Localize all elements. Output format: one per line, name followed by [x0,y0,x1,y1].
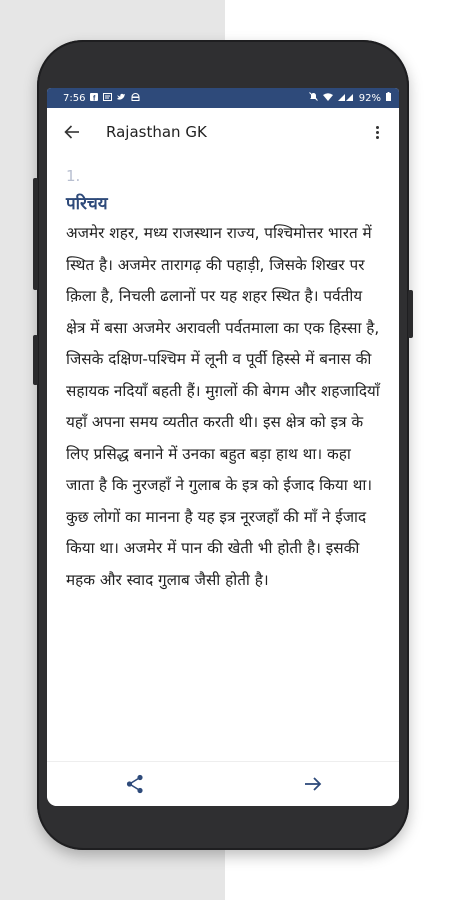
wifi-icon [323,93,333,104]
article-content [47,162,399,596]
back-button[interactable] [61,121,83,143]
status-time: 7:56 [63,92,86,104]
article-heading: परिचय [66,194,108,214]
app-screen [47,88,399,806]
share-button[interactable] [123,772,147,796]
app-bar [47,108,399,158]
signal-icon [338,93,354,104]
article-number: 1. [66,167,81,185]
mute-icon [309,92,318,104]
more-vert-icon-dot [376,136,379,139]
android-icon [131,93,140,104]
battery-icon [386,92,391,104]
next-button[interactable] [301,772,325,796]
message-icon [103,93,112,104]
volume-button [33,178,38,290]
twitter-icon [117,93,126,104]
battery-percent: 92% [358,92,381,104]
overflow-menu-button[interactable] [367,120,387,144]
page-title: Rajasthan GK [106,123,207,141]
more-vert-icon [376,126,379,129]
status-bar [47,88,399,108]
article-body: अजमेर शहर, मध्य राजस्थान राज्य, पश्चिमोत्तर भारत में स्थित है। अजमेर तारागढ़ की पहाड़ी, जिसके शिखर पर क़िला है, निचली ढलानों पर यह शहर स्थित है। पर्वतीय क्षेत्र में बसा अजमेर अरावली पर्वतमाला का एक हिस्सा है, जिसके दक्षिण-पश्चिम में लूनी व पूर्वी हिस्से में बनास की सहायक नदियाँ बहती हैं। मुग़लों की बेगम और शहजादियाँ यहाँ अपना समय व्यतीत करती थी। इस क्षेत्र को इत्र के लिए प्रसिद्ध बनाने में उनका बहुत बड़ा हाथ था। कहा जाता है कि नुरजहाँ ने गुलाब के इत्र को ईजाद किया था। कुछ लोगों का मानना है यह इत्र नूरजहाँ की माँ ने ईजाद किया था। अजमेर में पान की खेती भी होती है। इसकी महक और स्वाद गुलाब जैसी होती है। [66,224,380,589]
bottom-action-bar [47,761,399,806]
more-vert-icon-dot [376,131,379,134]
svg-text:f: f [93,94,96,101]
power-button [408,290,413,338]
arrow-back-icon [64,125,80,139]
side-button [33,335,38,385]
arrow-forward-icon [301,772,325,796]
share-icon [123,772,147,796]
facebook-icon [90,93,98,104]
